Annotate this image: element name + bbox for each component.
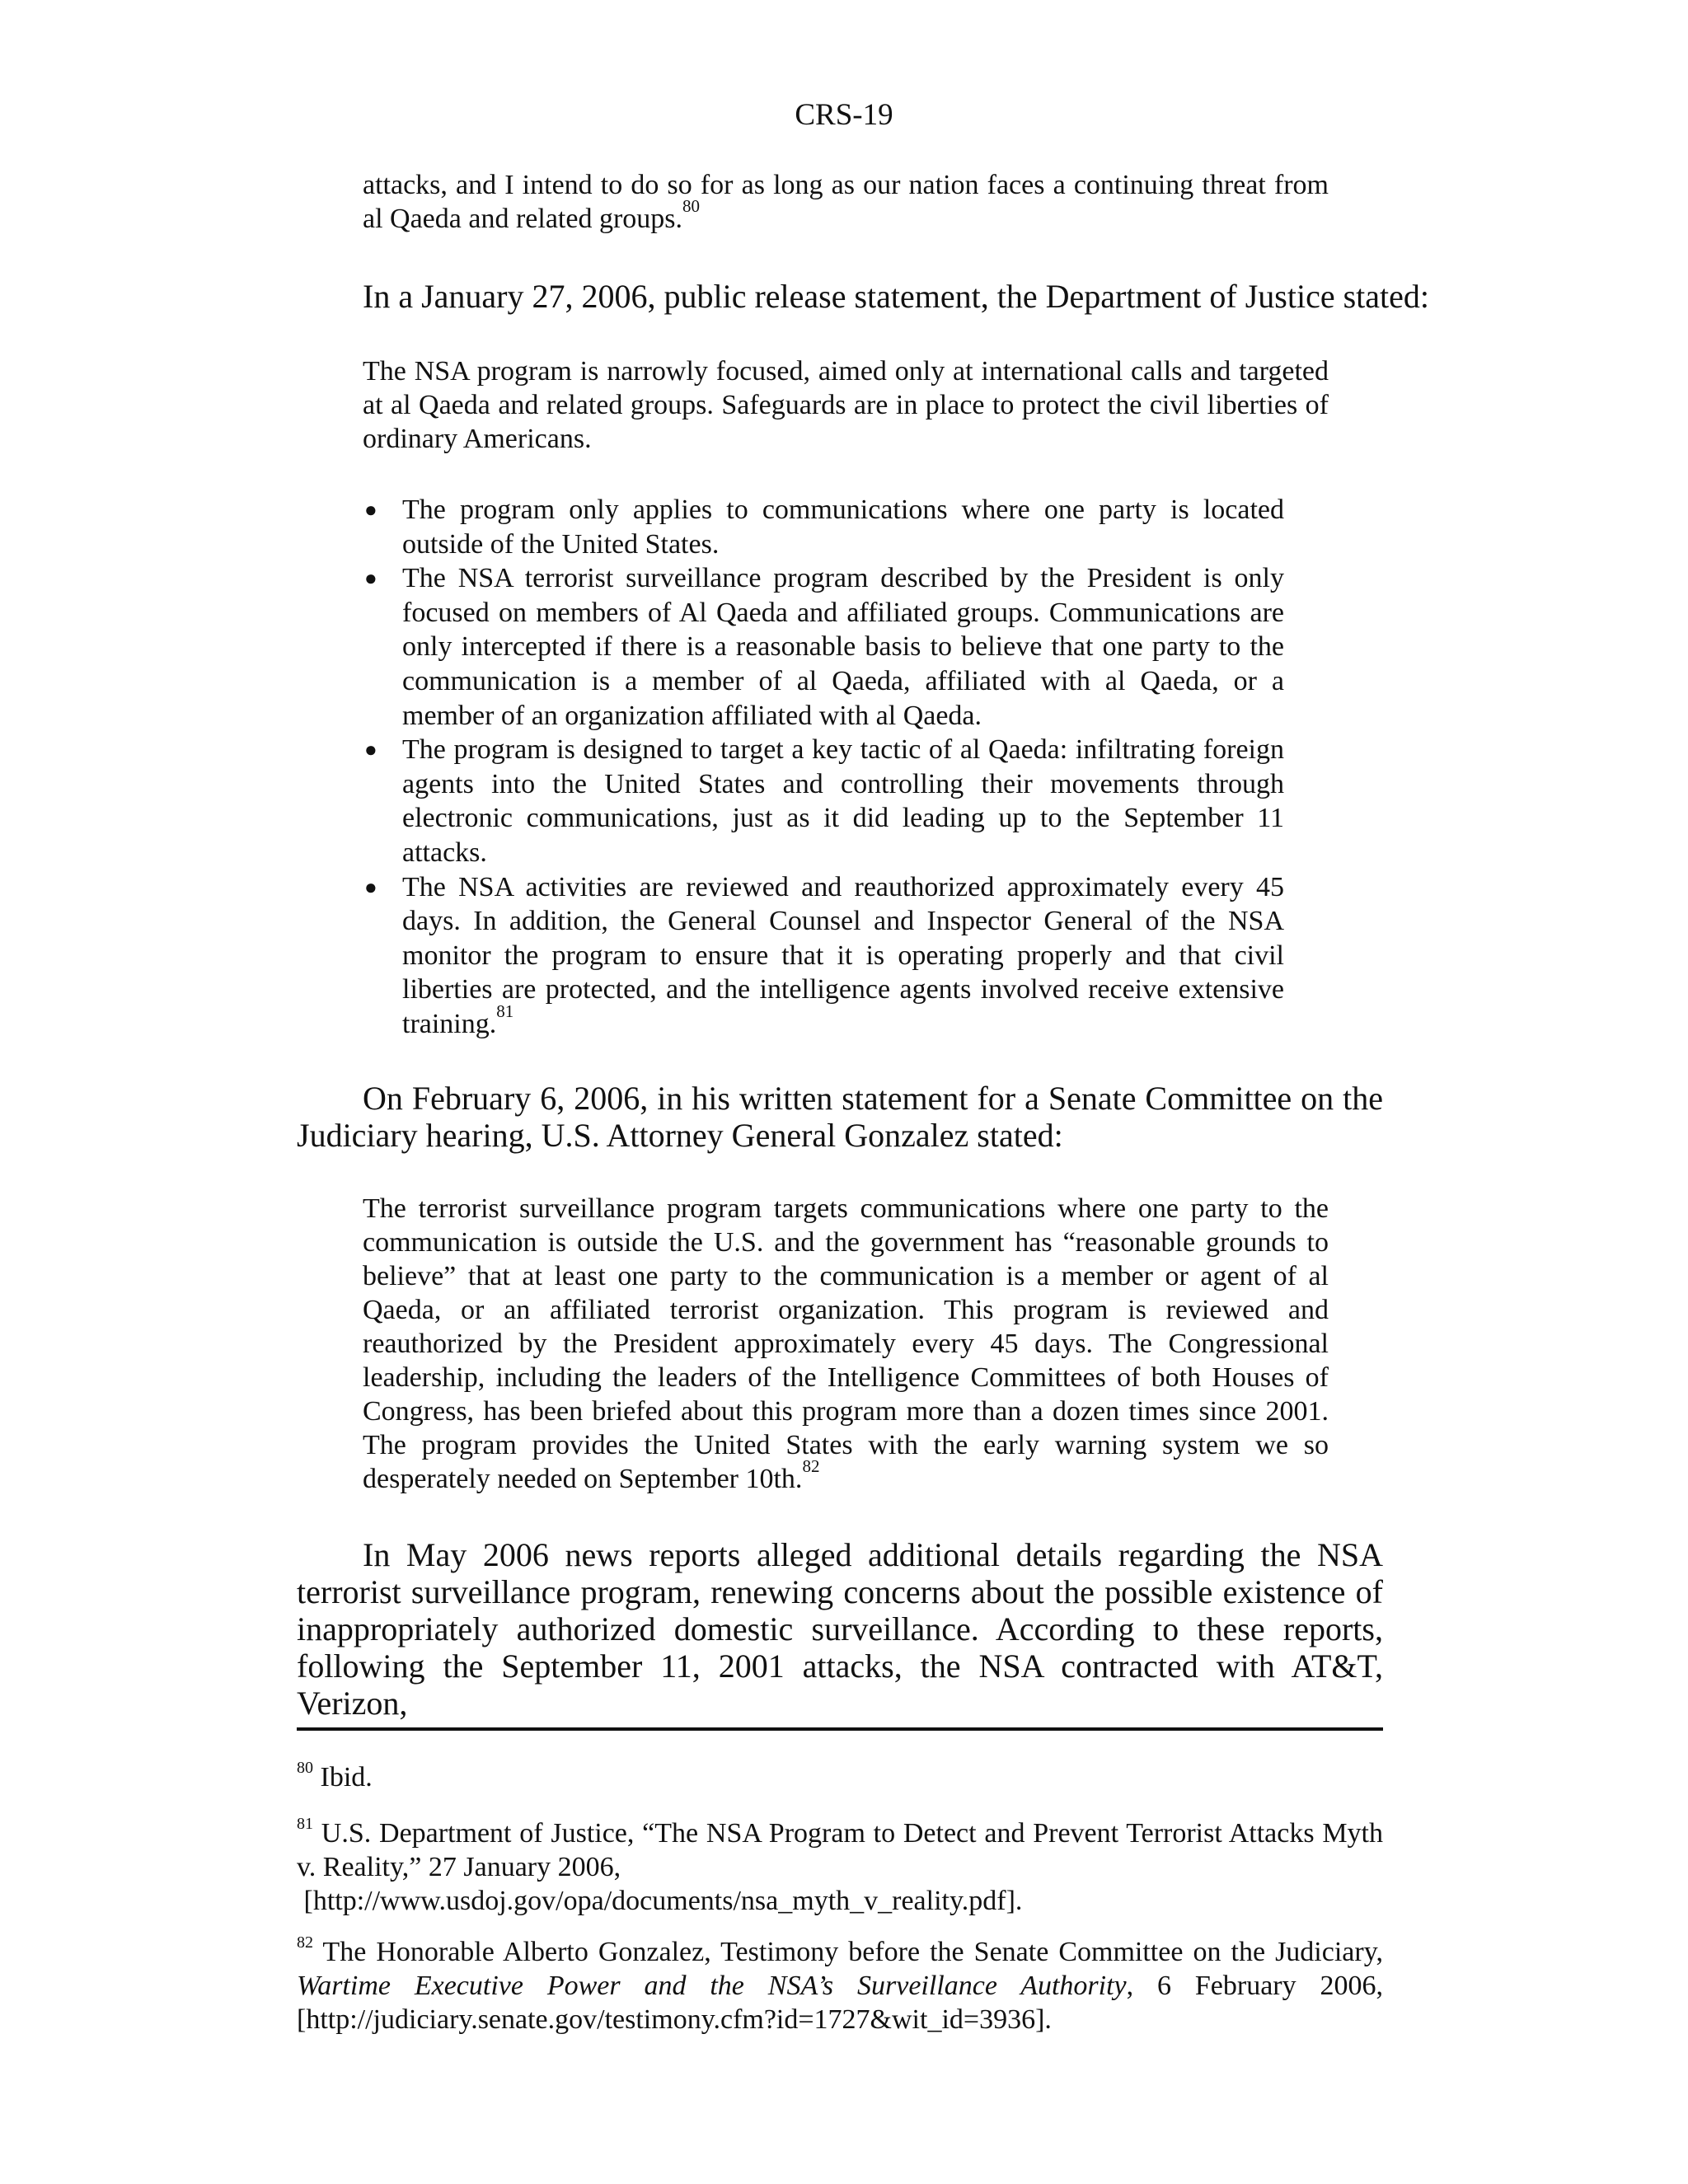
bullet-item [363,733,1284,869]
may-2006-paragraph: In May 2006 news reports alleged additional details regarding the NSA terrorist surveillance program, renewing concerns about the possible existence of inappropriately authorized domestic surveillance. According to these reports, following the September 11, 2001 attacks, the NSA contracted with AT&T, Verizon, [297,1536,1383,1722]
footnote-text: U.S. Department of Justice, “The NSA Program to Detect and Prevent Terrorist Attacks Myth v. Reality,” 27 January 2006, [297,1818,1384,1882]
page-header: CRS-19 [795,98,893,132]
gonzalez-quote-text: The terrorist surveillance program targets communications where one party to the communication is outside the U.S. and the government has “reasonable grounds to believe” that at least one party to the communication is a member or agent of al Qaeda, or an affiliated terrorist organization. This program is reviewed and reauthorized by the President approximately every 45 days. The Congressional leadership, including the leaders of the Intelligence Committees of both Houses of Congress, has been briefed about this program more than a dozen times since 2001. The program provides the United States with the early warning system we so desperately needed on September 10th. [363,1193,1329,1494]
footnote-divider [297,1727,1383,1731]
gonzalez-intro-paragraph: On February 6, 2006, in his written statement for a Senate Committee on the Judiciary hearing, U.S. Attorney General Gonzalez stated: [297,1080,1383,1154]
bullet-text: The program is designed to target a key tactic of al Qaeda: infiltrating foreign agents into the United States and controlling their movements through electronic communications, just as it did leading up to the September 11 attacks. [402,734,1284,868]
bullet-marker: ● [364,874,377,899]
footnote-text: The Honorable Alberto Gonzalez, Testimony before the Senate Committee on the Judiciary, [322,1937,1383,1967]
gonzalez-quote [363,1192,1329,1496]
bullet-text: The program only applies to communications where one party is located outside of the United States. [402,494,1284,560]
bullet-marker: ● [364,498,377,522]
bullet-text: The NSA terrorist surveillance program described by the President is only focused on members of Al Qaeda and affiliated groups. Communications are only intercepted if there is a reasonable basis to believe that one party to the communication is a member of al Qaeda, affiliated with al Qaeda, or a member of an organization affiliated with al Qaeda. [402,563,1284,731]
footnote-80 [297,1760,1383,1794]
bullet-item [363,561,1284,733]
doj-quote: The NSA program is narrowly focused, aimed only at international calls and targeted at al Qaeda and related groups. Safeguards are in place to protect the civil liberties of ordinary Americans. [363,356,1329,454]
bullet-item [363,870,1284,1042]
footnote-number: 82 [297,1933,313,1952]
footnote-number: 80 [297,1759,313,1777]
bullet-text: The NSA activities are reviewed and reauthorized approximately every 45 days. In addition, the General Counsel and Inspector General of the NSA monitor the program to ensure that it is operating properly and that civil liberties are protected, and the intelligence agents involved receive extensive training. [402,871,1284,1039]
doj-bullet-list [363,493,1284,1042]
footnote-ref-81[interactable]: 81 [496,1001,514,1022]
footnote-text-after: , 6 February 2006, [http://judiciary.senate.gov/testimony.cfm?id=1727&wit_id=3936]. [297,1971,1383,2035]
bullet-item [363,493,1284,561]
quote-continuation [363,168,1329,236]
quote-continuation-text: attacks, and I intend to do so for as long as our nation faces a continuing threat from al Qaeda and related groups. [363,170,1329,234]
footnote-81 [297,1816,1383,1918]
doj-intro-paragraph: In a January 27, 2006, public release statement, the Department of Justice stated: [363,278,1430,315]
footnote-text: Ibid. [320,1762,373,1793]
bullet-marker: ● [364,566,377,591]
footnote-number: 81 [297,1815,313,1833]
footnote-ref-80[interactable]: 80 [682,196,700,217]
bullet-marker: ● [364,738,377,762]
footnote-url[interactable]: [http://www.usdoj.gov/opa/documents/nsa_myth_v_reality.pdf]. [303,1886,1023,1916]
footnote-ref-82[interactable]: 82 [802,1456,820,1477]
footnote-82 [297,1935,1383,2036]
footnote-title: Wartime Executive Power and the NSA’s Surveillance Authority [297,1971,1127,2001]
